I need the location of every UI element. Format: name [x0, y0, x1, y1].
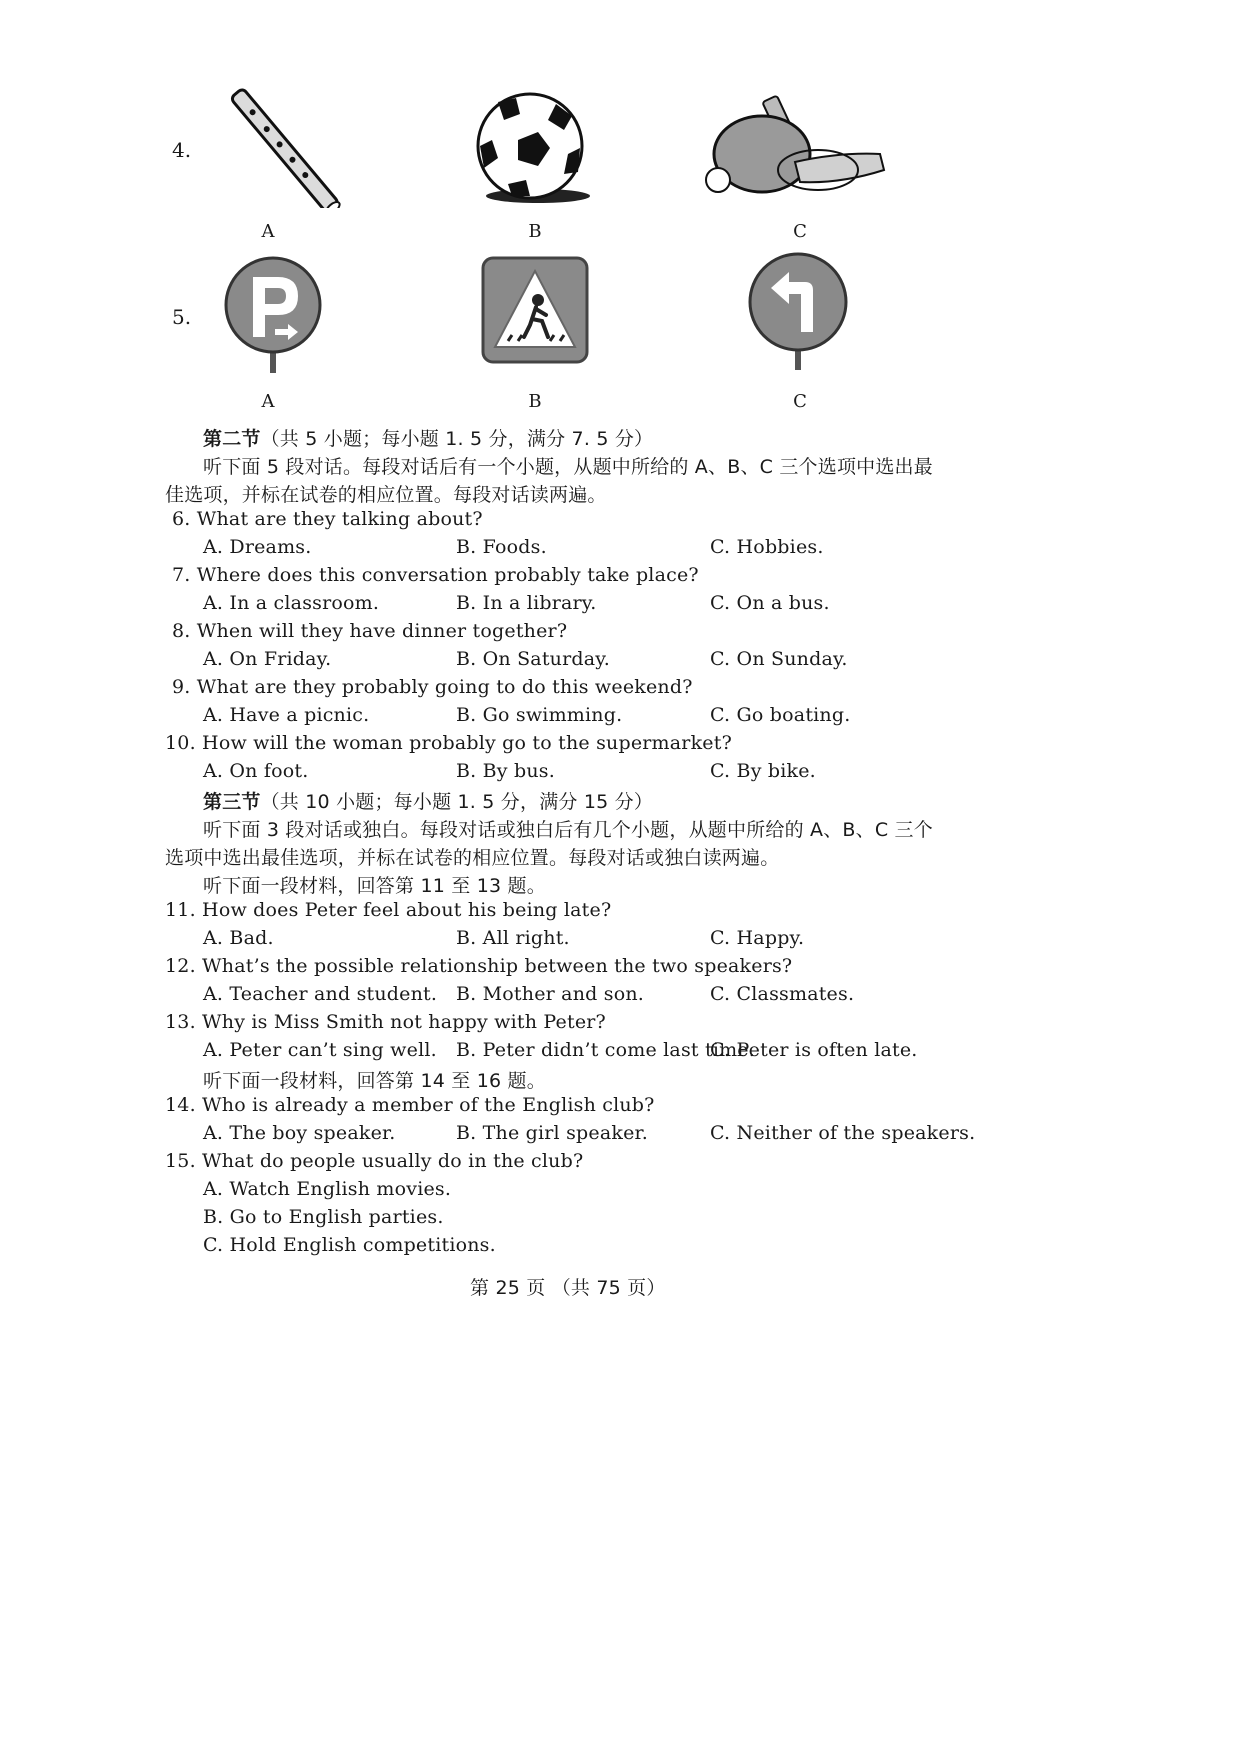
section-2-title: 第二节 — [203, 428, 261, 450]
q14-option-b[interactable]: B. The girl speaker. — [456, 1122, 648, 1144]
question-6: 6. What are they talking about? — [172, 508, 483, 530]
q6-option-c[interactable]: C. Hobbies. — [710, 536, 824, 558]
q11-option-b[interactable]: B. All right. — [456, 927, 570, 949]
section-3-info: （共 10 小题；每小题 1. 5 分，满分 15 分） — [260, 791, 654, 813]
section-3-instruction-1: 听下面 3 段对话或独白。每段对话或独白后有几个小题，从题中所给的 A、B、C 三个 — [203, 819, 933, 841]
q4-option-a-label[interactable]: A — [261, 221, 275, 242]
question-7: 7. Where does this conversation probably take place? — [172, 564, 699, 586]
question-4-number: 4. — [172, 138, 192, 162]
question-15: 15. What do people usually do in the club? — [165, 1150, 584, 1172]
q9-option-a[interactable]: A. Have a picnic. — [203, 704, 370, 726]
q13-option-b[interactable]: B. Peter didn’t come last time. — [456, 1039, 755, 1061]
q14-option-c[interactable]: C. Neither of the speakers. — [710, 1122, 976, 1144]
q5-option-b-label[interactable]: B — [528, 391, 542, 412]
q12-option-a[interactable]: A. Teacher and student. — [203, 983, 438, 1005]
group-2-instruction: 听下面一段材料，回答第 14 至 16 题。 — [203, 1070, 546, 1092]
q12-option-b[interactable]: B. Mother and son. — [456, 983, 645, 1005]
ping-pong-paddle-icon — [700, 92, 890, 207]
section-2-instruction-1: 听下面 5 段对话。每段对话后有一个小题，从题中所给的 A、B、C 三个选项中选出最 — [203, 456, 933, 478]
question-8: 8. When will they have dinner together? — [172, 620, 568, 642]
section-2-instruction-2: 佳选项，并标在试卷的相应位置。每段对话读两遍。 — [165, 484, 607, 506]
q10-option-c[interactable]: C. By bike. — [710, 760, 816, 782]
parking-sign-icon — [220, 255, 328, 373]
turn-left-sign-icon — [745, 250, 853, 370]
q13-option-a[interactable]: A. Peter can’t sing well. — [203, 1039, 437, 1061]
q9-option-b[interactable]: B. Go swimming. — [456, 704, 623, 726]
q6-option-b[interactable]: B. Foods. — [456, 536, 547, 558]
q14-option-a[interactable]: A. The boy speaker. — [203, 1122, 396, 1144]
group-1-instruction: 听下面一段材料，回答第 11 至 13 题。 — [203, 875, 546, 897]
question-11: 11. How does Peter feel about his being late? — [165, 899, 612, 921]
q5-option-c-label[interactable]: C — [793, 391, 807, 412]
q15-option-a[interactable]: A. Watch English movies. — [203, 1178, 452, 1200]
q12-option-c[interactable]: C. Classmates. — [710, 983, 855, 1005]
q8-option-b[interactable]: B. On Saturday. — [456, 648, 610, 670]
question-10: 10. How will the woman probably go to the supermarket? — [165, 732, 732, 754]
question-14: 14. Who is already a member of the English club? — [165, 1094, 655, 1116]
question-12: 12. What’s the possible relationship between the two speakers? — [165, 955, 793, 977]
q13-option-c[interactable]: C. Peter is often late. — [710, 1039, 918, 1061]
crosswalk-sign-icon — [480, 255, 590, 365]
q15-option-c[interactable]: C. Hold English competitions. — [203, 1234, 496, 1256]
flute-icon — [205, 88, 375, 208]
section-3-title: 第三节 — [203, 791, 261, 813]
section-3-instruction-2: 选项中选出最佳选项，并标在试卷的相应位置。每段对话或独白读两遍。 — [165, 847, 780, 869]
q8-option-c[interactable]: C. On Sunday. — [710, 648, 848, 670]
q7-option-c[interactable]: C. On a bus. — [710, 592, 830, 614]
question-13: 13. Why is Miss Smith not happy with Peter? — [165, 1011, 606, 1033]
q5-option-a-label[interactable]: A — [261, 391, 275, 412]
section-2-info: （共 5 小题；每小题 1. 5 分，满分 7. 5 分） — [260, 428, 654, 450]
question-9: 9. What are they probably going to do this weekend? — [172, 676, 693, 698]
q7-option-a[interactable]: A. In a classroom. — [203, 592, 380, 614]
q7-option-b[interactable]: B. In a library. — [456, 592, 597, 614]
question-5-number: 5. — [172, 305, 192, 329]
q4-option-b-label[interactable]: B — [528, 221, 542, 242]
q8-option-a[interactable]: A. On Friday. — [203, 648, 332, 670]
q15-option-b[interactable]: B. Go to English parties. — [203, 1206, 444, 1228]
q6-option-a[interactable]: A. Dreams. — [203, 536, 312, 558]
soccer-ball-icon — [468, 90, 593, 208]
q10-option-a[interactable]: A. On foot. — [203, 760, 309, 782]
page-number-footer: 第 25 页 （共 75 页） — [470, 1277, 666, 1299]
section-2-header — [203, 424, 653, 451]
q11-option-a[interactable]: A. Bad. — [203, 927, 274, 949]
q4-option-c-label[interactable]: C — [793, 221, 807, 242]
section-3-header — [203, 787, 653, 814]
q9-option-c[interactable]: C. Go boating. — [710, 704, 851, 726]
q11-option-c[interactable]: C. Happy. — [710, 927, 805, 949]
q10-option-b[interactable]: B. By bus. — [456, 760, 555, 782]
